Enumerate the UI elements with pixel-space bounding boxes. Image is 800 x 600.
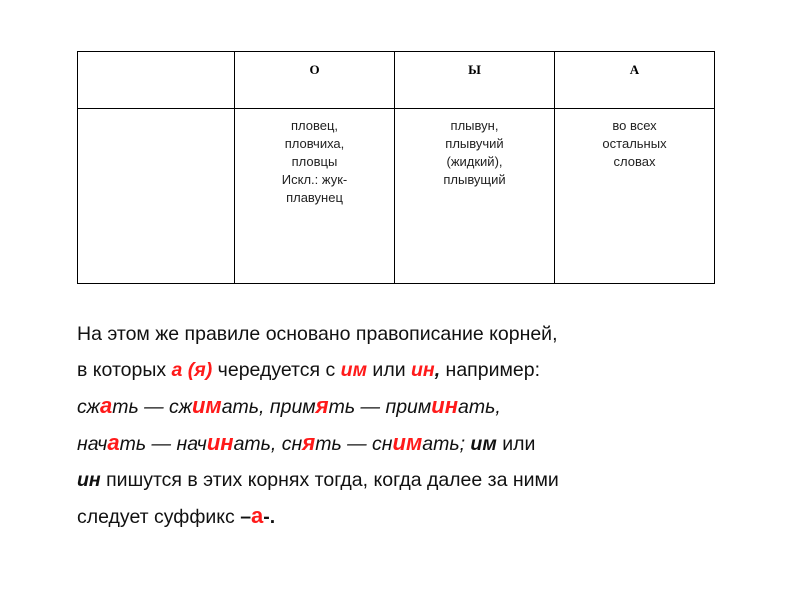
- text: или: [367, 359, 412, 381]
- text: ть — нач: [119, 433, 207, 455]
- highlight-vowel: а: [107, 430, 120, 455]
- cell-line: плывучий: [445, 136, 504, 151]
- text: ать,: [458, 396, 501, 418]
- para-line-2: [77, 352, 777, 388]
- cell-line: пловец,: [290, 118, 339, 133]
- text: На этом же правиле основано правописание корней,: [77, 323, 558, 345]
- text: в которых: [77, 359, 172, 381]
- text: ть — прим: [328, 396, 432, 418]
- highlight-vowel: я: [315, 393, 329, 418]
- text: ть — сн: [315, 433, 393, 455]
- text: нач: [77, 433, 108, 455]
- comma: ,: [434, 359, 441, 381]
- cell-line: словах: [613, 154, 656, 169]
- cell-empty: [78, 109, 235, 284]
- cell-line: Искл.: жук-: [281, 172, 348, 187]
- text: следует суффикс: [77, 506, 241, 528]
- cell-line: плавунец: [286, 190, 343, 205]
- highlight-in: ин: [431, 393, 458, 418]
- highlight-im: им: [340, 359, 368, 381]
- cell-a: [555, 109, 715, 284]
- suffix-end: -.: [263, 506, 276, 528]
- table-row: [78, 109, 715, 284]
- cell-o: [235, 109, 395, 284]
- highlight-a-ya: а (я): [171, 359, 213, 381]
- para-line-6: [77, 498, 777, 535]
- para-line-4: [77, 425, 777, 462]
- text: ать, сн: [233, 433, 303, 455]
- text: чередуется с: [212, 359, 341, 381]
- cell-line: остальных: [602, 136, 667, 151]
- cell-y: [395, 109, 555, 284]
- emph-im: им: [465, 433, 497, 455]
- highlight-vowel: а: [99, 393, 113, 418]
- cell-line: плывущий: [443, 172, 506, 187]
- highlight-in: ин: [206, 430, 234, 455]
- highlight-vowel: я: [302, 430, 316, 455]
- cell-line: пловцы: [291, 154, 338, 169]
- highlight-suffix-a: а: [251, 503, 264, 528]
- header-a: А: [555, 52, 715, 109]
- para-line-5: [77, 462, 777, 498]
- text: пишутся в этих корнях тогда, когда далее за ними: [100, 469, 559, 491]
- para-line-1: [77, 316, 777, 352]
- cell-line: пловчиха,: [284, 136, 345, 151]
- text: ать;: [422, 433, 466, 455]
- highlight-in: ин: [411, 359, 435, 381]
- text: ть — сж: [112, 396, 192, 418]
- dash: –: [240, 506, 252, 528]
- emph-in: ин: [77, 469, 101, 491]
- highlight-im: им: [191, 393, 222, 418]
- text: или: [496, 433, 536, 455]
- header-empty: [78, 52, 235, 109]
- text: ать, прим: [221, 396, 316, 418]
- cell-line: плывун,: [450, 118, 499, 133]
- text: сж: [77, 396, 100, 418]
- cell-line: (жидкий),: [446, 154, 503, 169]
- para-line-3: [77, 388, 777, 425]
- rule-table: [77, 51, 715, 284]
- header-o: О: [235, 52, 395, 109]
- header-y: Ы: [395, 52, 555, 109]
- highlight-im: им: [392, 430, 423, 455]
- table-header-row: [78, 52, 715, 109]
- rule-paragraph: [77, 316, 777, 535]
- text: например:: [440, 359, 540, 381]
- cell-line: во всех: [612, 118, 657, 133]
